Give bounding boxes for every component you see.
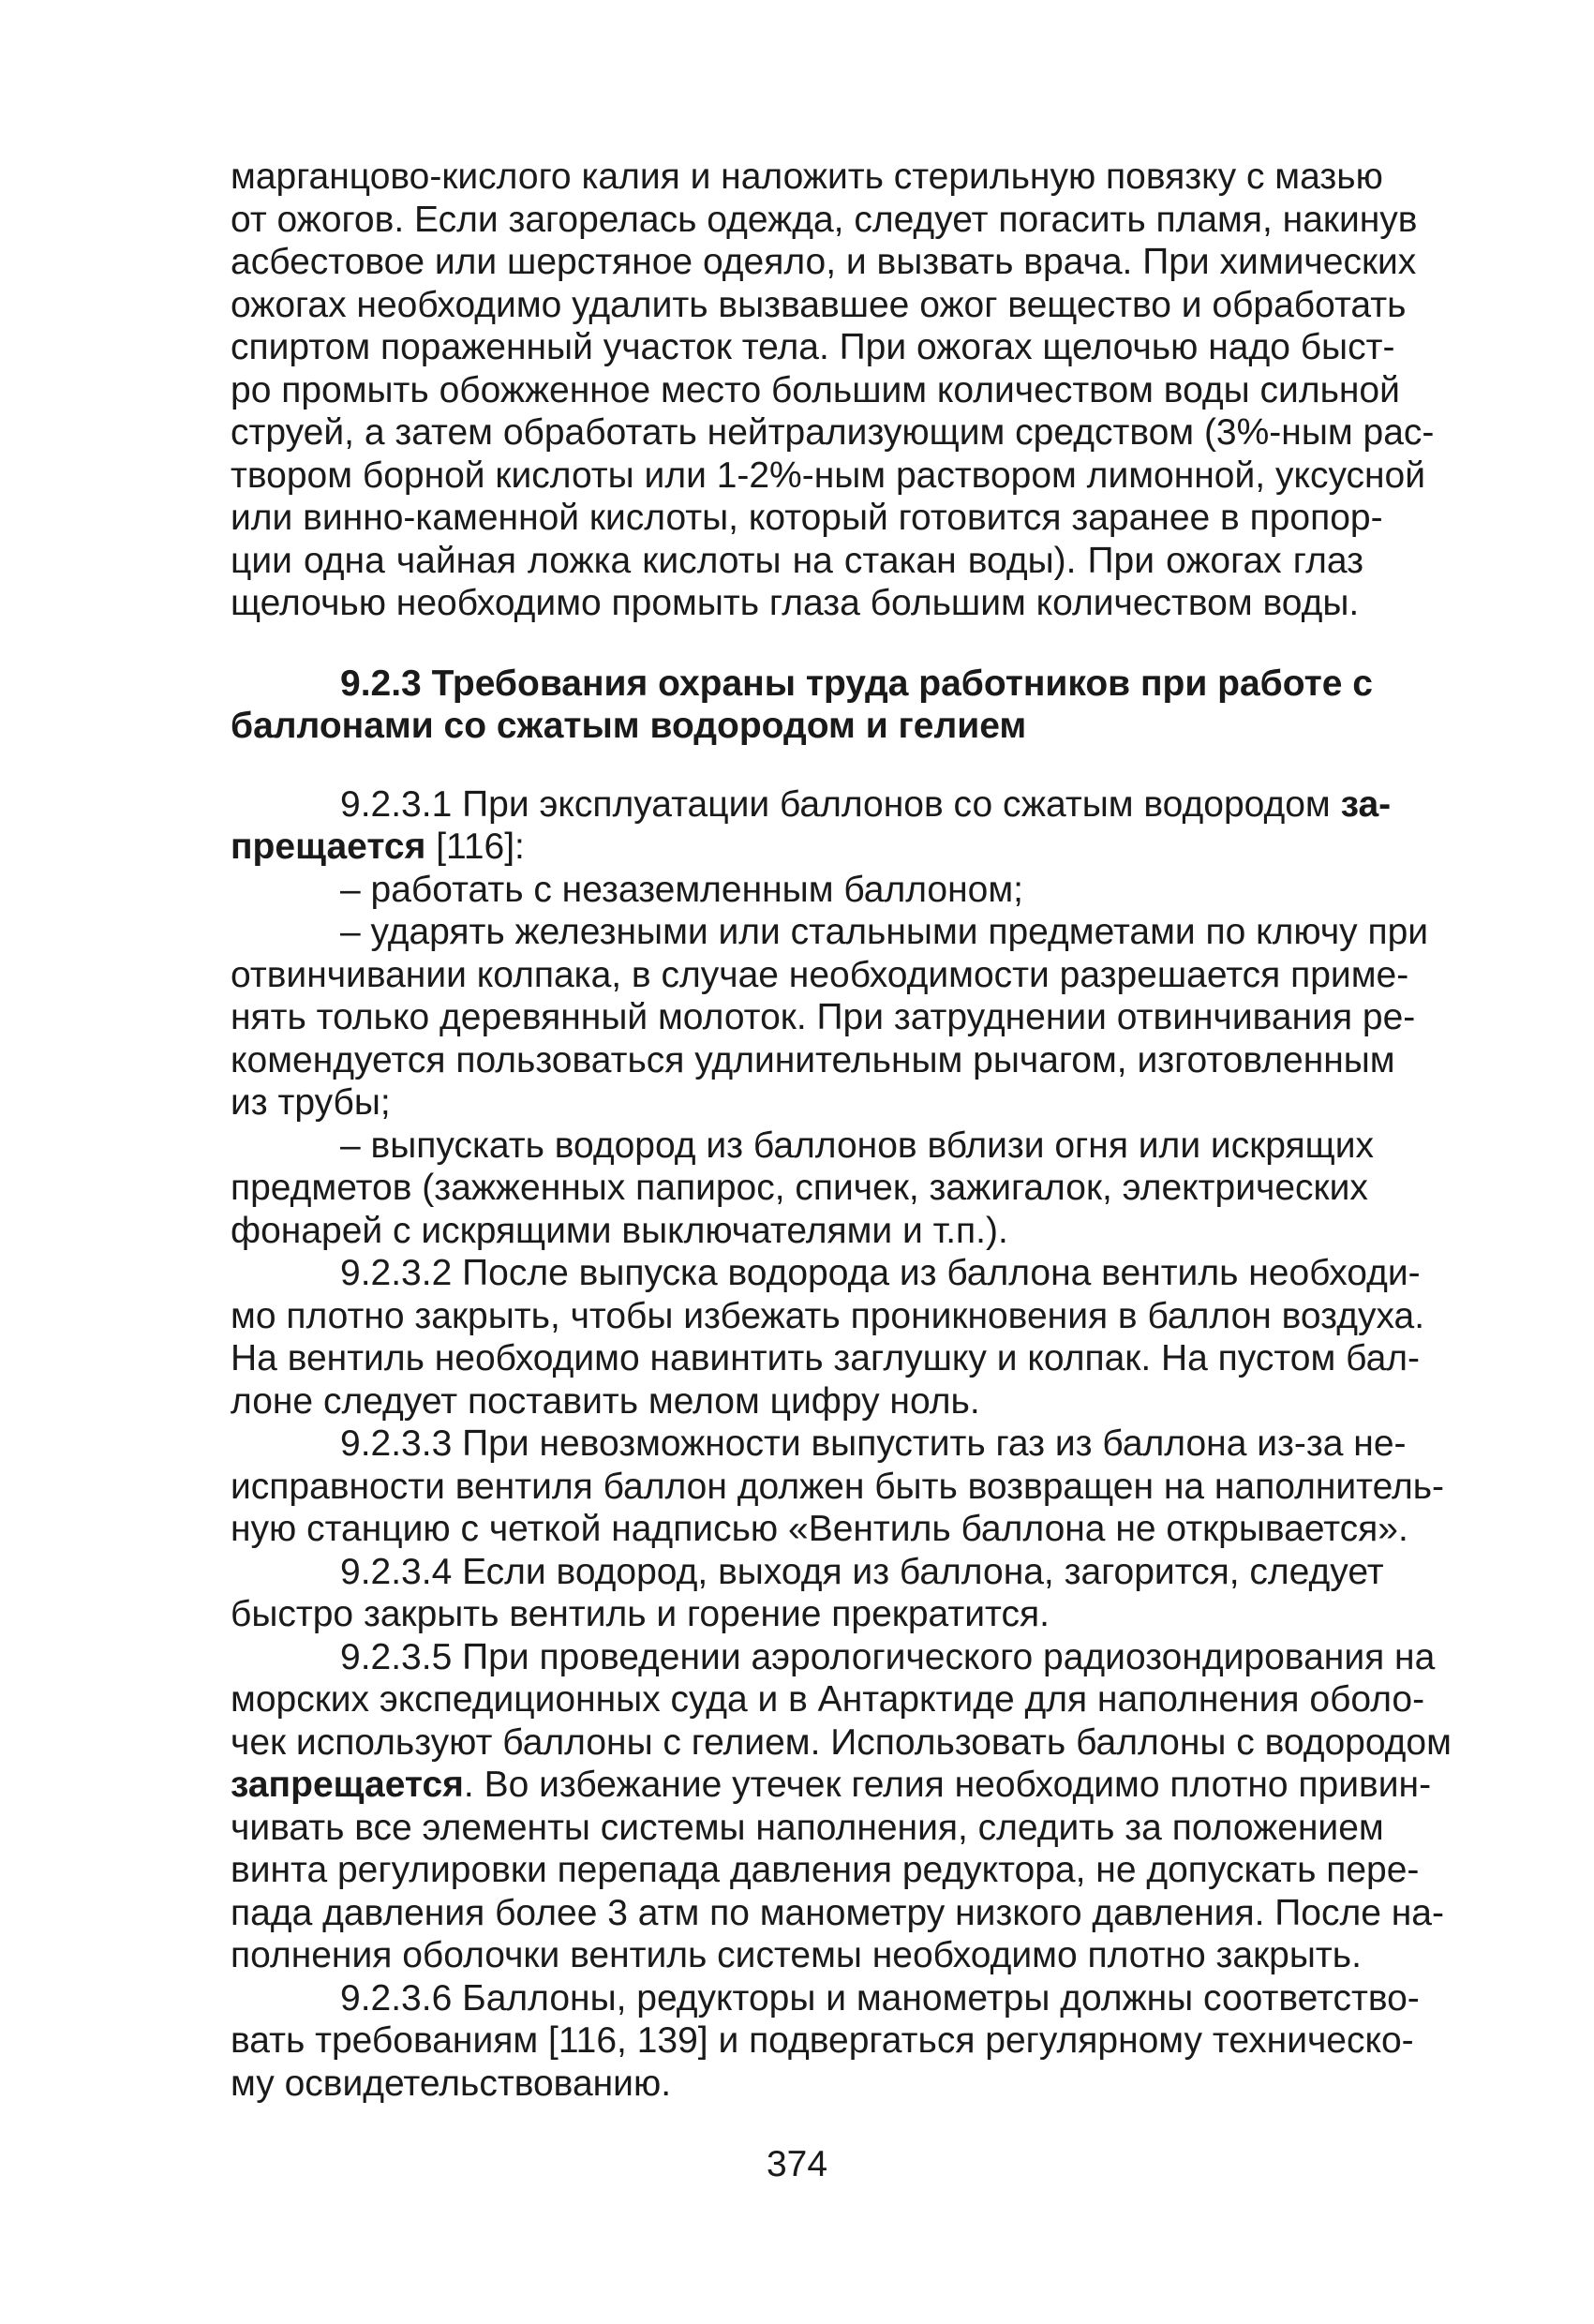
text-line: из трубы; — [231, 1082, 391, 1123]
list-item: – работать с незаземленным баллоном; — [340, 869, 1023, 910]
page-body — [231, 156, 1452, 2105]
text-line: ро промыть обожженное место большим количеством воды сильной — [231, 369, 1400, 410]
clause-9-2-3-4 — [231, 1551, 1384, 1636]
clause-9-2-3-6 — [231, 1977, 1420, 2106]
page-number: 374 — [766, 2144, 828, 2184]
text-line: чек используют баллоны с гелием. Использовать баллоны с водородом — [231, 1721, 1452, 1763]
emphasis-prohibited: прещается — [231, 827, 426, 867]
text-line: пада давления более 3 атм по манометру низкого давления. После на- — [231, 1892, 1444, 1933]
text-line: быстро закрыть вентиль и горение прекратится. — [231, 1594, 1050, 1634]
text-line: исправности вентиля баллон должен быть возвращен на наполнитель- — [231, 1466, 1445, 1507]
text-line: фонарей с искрящими выключателями и т.п.). — [231, 1210, 1008, 1251]
heading-line: баллонами со сжатым водородом и гелием — [231, 706, 1027, 746]
section-heading — [231, 663, 1373, 748]
text-line: 9.2.3.5 При проведении аэрологического радиозондирования на — [340, 1636, 1436, 1677]
text-line: струей, а затем обработать нейтрализующим средством (3%-ным рас- — [231, 412, 1435, 453]
text-line: асбестовое или шерстяное одеяло, и вызвать врача. При химических — [231, 242, 1417, 282]
text-line: 9.2.3.6 Баллоны, редукторы и манометры должны соответство- — [340, 1977, 1420, 2019]
text-line: нять только деревянный молоток. При затруднении отвинчивания ре- — [231, 997, 1416, 1037]
text-line: 9.2.3.4 Если водород, выходя из баллона, загорится, следует — [340, 1551, 1384, 1592]
clause-9-2-3-2 — [231, 1252, 1425, 1423]
text-line — [231, 1764, 1432, 1807]
text-line: 9.2.3.2 После выпуска водорода из баллона вентиль необходи- — [340, 1253, 1421, 1293]
text-line: ожогах необходимо удалить вызвавшее ожог вещество и обработать — [231, 284, 1407, 325]
text-line: морских экспедиционных суда и в Антарктиде для наполнения оболо- — [231, 1679, 1425, 1720]
emphasis-prohibited: за- — [1340, 783, 1392, 825]
text-line: лоне следует поставить мелом цифру ноль. — [231, 1380, 980, 1422]
emphasis-prohibited: запрещается — [231, 1765, 464, 1805]
clause-text: [116]: — [425, 827, 525, 867]
text-line — [231, 826, 1363, 869]
text-line — [231, 783, 1392, 827]
clause-text: 9.2.3.1 При эксплуатации баллонов со сжатым водородом — [340, 783, 1341, 825]
text-line: марганцово-кислого калия и наложить стерильную повязку с мазью — [231, 156, 1383, 197]
text-line: му освидетельствованию. — [231, 2063, 672, 2104]
heading-line: 9.2.3 Требования охраны труда работников при работе с — [340, 663, 1373, 704]
list-item: – ударять железными или стальными предметами по ключу при — [340, 912, 1429, 952]
text-line: чивать все элементы системы наполнения, следить за положением — [231, 1807, 1384, 1848]
text-line: предметов (зажженных папирос, спичек, зажигалок, электрических — [231, 1168, 1368, 1208]
text-line: спиртом пораженный участок тела. При ожогах щелочью надо быст- — [231, 327, 1395, 367]
list-item: – выпускать водород из баллонов вблизи огня или искрящих — [340, 1125, 1375, 1166]
text-line: или винно-каменной кислоты, который готовится заранее в пропор- — [231, 498, 1383, 538]
text-line: отвинчивании колпака, в случае необходимости разрешается приме- — [231, 954, 1409, 995]
text-line: щелочью необходимо промыть глаза большим количеством воды. — [231, 583, 1360, 623]
text-line: вать требованиям [116, 139] и подвергаться регулярному техническо- — [231, 2020, 1414, 2061]
text-line: ную станцию с четкой надписью «Вентиль баллона не открывается». — [231, 1509, 1408, 1549]
clause-9-2-3-5 — [231, 1636, 1452, 1977]
text-line: мо плотно закрыть, чтобы избежать проникновения в баллон воздуха. — [231, 1295, 1425, 1336]
text-line: На вентиль необходимо навинтить заглушку и колпак. На пустом бал- — [231, 1338, 1421, 1378]
clause-9-2-3-1 — [231, 783, 1429, 1253]
text-line: 9.2.3.3 При невозможности выпустить газ из баллона из-за не- — [340, 1423, 1407, 1464]
text-line: твором борной кислоты или 1-2%-ным раствором лимонной, уксусной — [231, 454, 1426, 496]
text-line: от ожогов. Если загорелась одежда, следует погасить пламя, накинув — [231, 199, 1418, 240]
text-line: комендуется пользоваться удлинительным рычагом, изготовленным — [231, 1039, 1395, 1080]
clause-9-2-3-3 — [231, 1423, 1445, 1551]
text-line: полнения оболочки вентиль системы необходимо плотно закрыть. — [231, 1935, 1362, 1975]
text-line: ции одна чайная ложка кислоты на стакан воды). При ожогах глаз — [231, 540, 1363, 581]
text-line: винта регулировки перепада давления редуктора, не допускать пере- — [231, 1850, 1420, 1890]
clause-text: . Во избежание утечек гелия необходимо плотно привин- — [463, 1765, 1432, 1805]
paragraph-burn-first-aid — [231, 156, 1435, 625]
